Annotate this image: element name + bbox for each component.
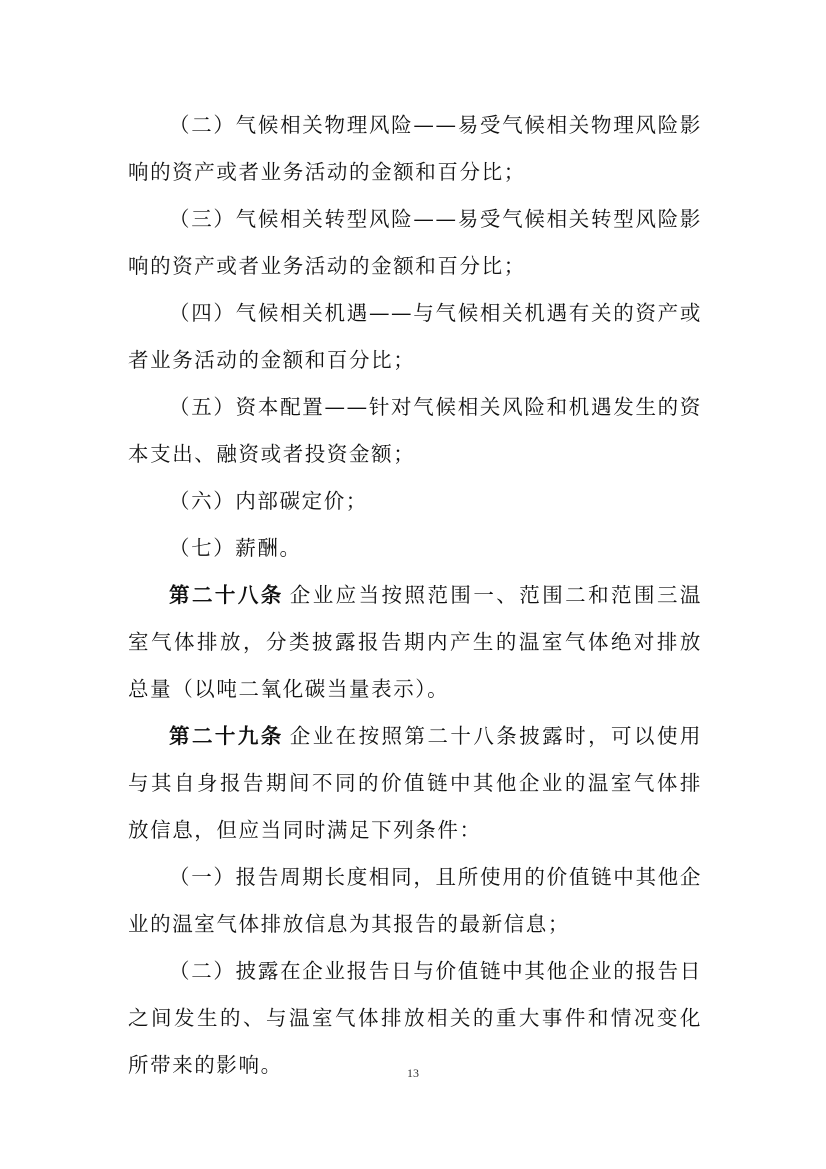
paragraph-text: （五）资本配置——针对气候相关风险和机遇发生的资本支出、融资或者投资金额； bbox=[128, 395, 702, 466]
condition-item-1 bbox=[128, 854, 702, 948]
paragraph-item-3 bbox=[128, 196, 702, 290]
page-number: 13 bbox=[407, 1066, 419, 1080]
paragraph-text: （一）报告周期长度相同，且所使用的价值链中其他企业的温室气体排放信息为其报告的最新信息； bbox=[128, 865, 702, 936]
article-text: 企业应当按照范围一、范围二和范围三温室气体排放，分类披露报告期内产生的温室气体绝对排放总量（以吨二氧化碳当量表示）。 bbox=[128, 583, 702, 701]
paragraph-item-5 bbox=[128, 384, 702, 478]
document-body bbox=[128, 102, 702, 1089]
article-29 bbox=[128, 713, 702, 854]
article-28 bbox=[128, 572, 702, 713]
paragraph-item-6 bbox=[128, 478, 702, 525]
paragraph-text: （四）气候相关机遇——与气候相关机遇有关的资产或者业务活动的金额和百分比； bbox=[128, 301, 702, 372]
article-heading: 第二十九条 bbox=[169, 724, 284, 748]
paragraph-text: （三）气候相关转型风险——易受气候相关转型风险影响的资产或者业务活动的金额和百分比； bbox=[128, 207, 702, 278]
paragraph-text: （七）薪酬。 bbox=[169, 536, 302, 560]
paragraph-text: （六）内部碳定价； bbox=[169, 489, 368, 513]
paragraph-item-4 bbox=[128, 290, 702, 384]
paragraph-text: （二）披露在企业报告日与价值链中其他企业的报告日之间发生的、与温室气体排放相关的重大事件和情况变化所带来的影响。 bbox=[128, 959, 702, 1077]
article-heading: 第二十八条 bbox=[169, 583, 284, 607]
article-text: 企业在按照第二十八条披露时，可以使用与其自身报告期间不同的价值链中其他企业的温室气体排放信息，但应当同时满足下列条件： bbox=[128, 724, 702, 842]
paragraph-item-7 bbox=[128, 525, 702, 572]
paragraph-item-2 bbox=[128, 102, 702, 196]
paragraph-text: （二）气候相关物理风险——易受气候相关物理风险影响的资产或者业务活动的金额和百分比； bbox=[128, 113, 702, 184]
